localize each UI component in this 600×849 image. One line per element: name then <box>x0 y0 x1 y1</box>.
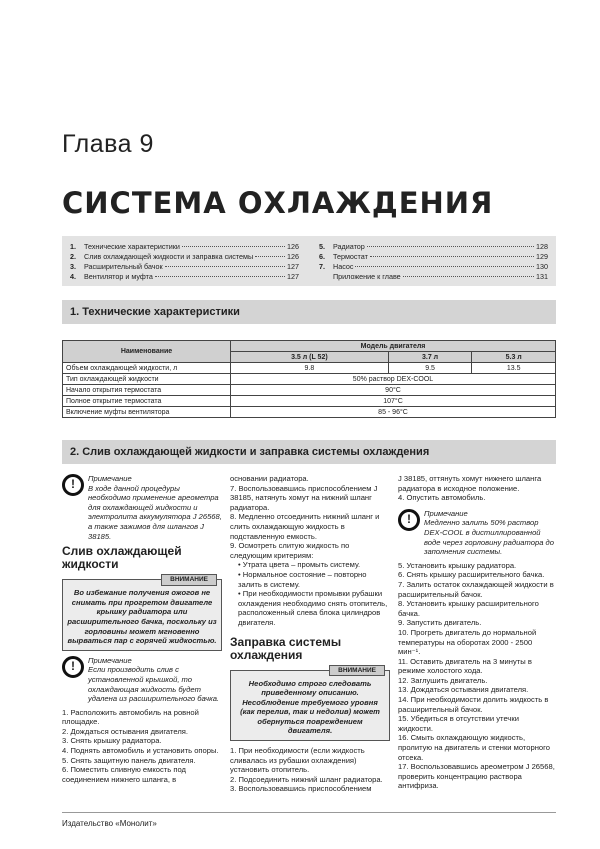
note-block: ! Примечание Если производить слив с установленной крышкой, то охлаждающая жидкость будет удалена из расширительного бачка. <box>62 656 222 704</box>
step: 2. Дождаться остывания двигателя. <box>62 726 188 736</box>
toc-item[interactable]: Приложение к главе 131 <box>333 272 548 281</box>
step: 7. Воспользовавшись приспособлением J 38185, натянуть хомут на нижний шланг радиатора. <box>230 483 378 512</box>
step: 8. Установить крышку расширительного бачка. <box>398 599 539 618</box>
toc-item[interactable]: 7. Насос 130 <box>319 262 548 271</box>
step: 7. Залить остаток охлаждающей жидкости в расширительный бачок. <box>398 579 554 599</box>
step: 3. Воспользовавшись приспособлением <box>230 784 372 794</box>
section-heading-specs: 1. Технические характеристики <box>62 300 556 324</box>
exclamation-icon: ! <box>398 509 420 531</box>
exclamation-icon: ! <box>62 474 84 496</box>
table-row: Включение муфты вентилятора 85 - 96°C <box>63 407 556 418</box>
step: 16. Смыть охлаждающую жидкость, пролитую на двигатель и стенки моторного отсека. <box>398 733 550 762</box>
table-header-engine: 5.3 л <box>472 352 556 363</box>
step: 12. Заглушить двигатель. <box>398 675 488 685</box>
bullet: • Утрата цвета – промыть систему. <box>238 560 361 570</box>
step: 6. Поместить сливную емкость под соединением нижнего шланга, в <box>62 765 186 784</box>
step: 9. Запустить двигатель. <box>398 618 482 628</box>
step: 5. Снять защитную панель двигателя. <box>62 755 196 765</box>
table-row: Полное открытие термостата 107°C <box>63 396 556 407</box>
toc-item[interactable]: 4. Вентилятор и муфта 127 <box>70 272 299 281</box>
table-row: Начало открытия термостата 90°C <box>63 385 556 396</box>
table-of-contents <box>62 236 556 286</box>
step: 4. Опустить автомобиль. <box>398 493 486 503</box>
footer-divider <box>62 812 556 813</box>
toc-item[interactable]: 5. Радиатор 128 <box>319 242 548 251</box>
subheading: Заправка системы охлаждения <box>230 634 342 662</box>
note-block: ! Примечание Медленно залить 50% раствор DEX-COOL в дистиллированной воде через горловину радиатора до заполнения системы. <box>398 509 556 557</box>
toc-item[interactable]: 6. Термостат 129 <box>319 252 548 261</box>
table-header-engine: 3.7 л <box>388 352 472 363</box>
step: 3. Снять крышку радиатора. <box>62 736 162 746</box>
warning-box: ВНИМАНИЕ Необходимо строго следовать приведенному описанию. Несоблюдение требуемого уровня (как перелив, так и недолив) может обернуться повреждением двигателя. <box>230 670 390 742</box>
table-row: Тип охлаждающей жидкости 50% раствор DEX-COOL <box>63 374 556 385</box>
step: 14. При необходимости долить жидкость в расширительный бачок. <box>398 695 549 714</box>
column-3: J 38185, оттянуть хомут нижнего шланга радиатора в исходное положение. 4. Опустить автомобиль. ! Примечание Медленно залить 50% раствор DEX-COOL в дистиллированной воде через горловину радиатора до заполнения системы. 5. Установить крышку радиатора. 6. Снять крышку расширительного бачка. 7. Залить остаток охлаждающей жидкости в расширительный бачок. 8. Установить крышку расширительного бачка. 9. Запустить двигатель. 10. Прогреть двигатель до нормальной температуры на оборотах 2000 - 2500 мин⁻¹. 11. Оставить двигатель на 3 минуты в режиме холостого хода. 12. Заглушить двигатель. 13. Дождаться остывания двигателя. 14. При необходимости долить жидкость в расширительный бачок. 15. Убедиться в отсутствии утечки жидкости. 16. Смыть охлаждающую жидкость, пролитую на двигатель и стенки моторного отсека. 17. Воспользовавшись ареометром J 26568, проверить концентрацию раствора антифриза. <box>398 474 555 791</box>
step: 11. Оставить двигатель на 3 минуты в режиме холостого хода. <box>398 656 532 676</box>
warning-tag: ВНИМАНИЕ <box>329 665 385 677</box>
column-2: основании радиатора. 7. Воспользовавшись приспособлением J 38185, натянуть хомут на нижний шланг радиатора. 8. Медленно отсоединить нижний шланг и слить охлаждающую жидкость в подставленную емкость. 9. Осмотреть слитую жидкость по следующим критериям: • Утрата цвета – промыть систему. • Нормальное состояние – повторно залить в систему. • При необходимости промывки рубашки охлаждения необходимо снять отопитель, расположенный слева блока цилиндров двигателя. Заправка системы охлаждения ВНИМАНИЕ Необходимо строго следовать приведенному описанию. Несоблюдение требуемого уровня (как перелив, так и недолив) может обернуться повреждением двигателя. 1. При необходимости (если жидкость сливалась из рубашки охлаждения) установить отопитель. 2. Подсоединить нижний шланг радиатора. 3. Воспользовавшись приспособлением <box>230 474 390 794</box>
column-1 <box>62 474 222 784</box>
step: 13. Дождаться остывания двигателя. <box>398 685 529 695</box>
step: 10. Прогреть двигатель до нормальной температуры на оборотах 2000 - 2500 мин⁻¹. <box>398 627 537 657</box>
subheading: Слив охлаждающей жидкости <box>62 544 182 572</box>
toc-item[interactable]: 2. Слив охлаждающей жидкости и заправка системы 126 <box>70 252 299 261</box>
toc-item[interactable]: 3. Расширительный бачок 127 <box>70 262 299 271</box>
step: 4. Поднять автомобиль и установить опоры. <box>62 746 219 756</box>
step: 1. Расположить автомобиль на ровной площадке. <box>62 707 199 727</box>
bullet: • При необходимости промывки рубашки охлаждения необходимо снять отопитель, расположенный слева блока цилиндров двигателя. <box>238 589 388 627</box>
warning-box: ВНИМАНИЕ Во избежание получения ожогов не снимать при прогретом двигателе крышку радиатора или расширительного бачка, поскольку из горловины может мгновенно вырваться пар с горячей жидкостью. <box>62 579 222 651</box>
step: 1. При необходимости (если жидкость сливалась из рубашки охлаждения) установить отопитель. <box>230 746 365 775</box>
chapter-label: Глава 9 <box>62 130 154 158</box>
table-header-model: Модель двигателя <box>231 341 556 352</box>
table-header-name: Наименование <box>63 341 231 363</box>
warning-tag: ВНИМАНИЕ <box>161 574 217 586</box>
page-title: СИСТЕМА ОХЛАЖДЕНИЯ <box>62 186 494 220</box>
table-header-engine: 3.5 л (L 52) <box>231 352 389 363</box>
bullet: • Нормальное состояние – повторно залить в систему. <box>238 569 367 589</box>
specs-table <box>62 340 556 418</box>
toc-item[interactable]: 1. Технические характеристики 126 <box>70 242 299 251</box>
note-block: ! Примечание В ходе данной процедуры необходимо применение ареометра для охлаждающей жидкости и электролита аккумулятора J 26568, а также зажимов для шлангов J 38185. <box>62 474 222 541</box>
footer-publisher: Издательство «Монолит» <box>62 819 157 828</box>
step: 6. Снять крышку расширительного бачка. <box>398 570 545 580</box>
table-row: Объем охлаждающей жидкости, л 9.8 9.5 13.5 <box>63 363 556 374</box>
step: 9. Осмотреть слитую жидкость по следующим критериям: <box>230 541 350 560</box>
exclamation-icon: ! <box>62 656 84 678</box>
step: 8. Медленно отсоединить нижний шланг и слить охлаждающую жидкость в подставленную емкость. <box>230 512 380 541</box>
step: 5. Установить крышку радиатора. <box>398 560 517 570</box>
step: 17. Воспользовавшись ареометром J 26568, проверить концентрацию раствора антифриза. <box>398 762 555 791</box>
toc-right-column <box>319 242 548 280</box>
section-heading-drain-fill: 2. Слив охлаждающей жидкости и заправка системы охлаждения <box>62 440 556 464</box>
toc-left-column <box>70 242 299 280</box>
step: 15. Убедиться в отсутствии утечки жидкости. <box>398 714 519 733</box>
step: 2. Подсоединить нижний шланг радиатора. <box>230 774 383 784</box>
